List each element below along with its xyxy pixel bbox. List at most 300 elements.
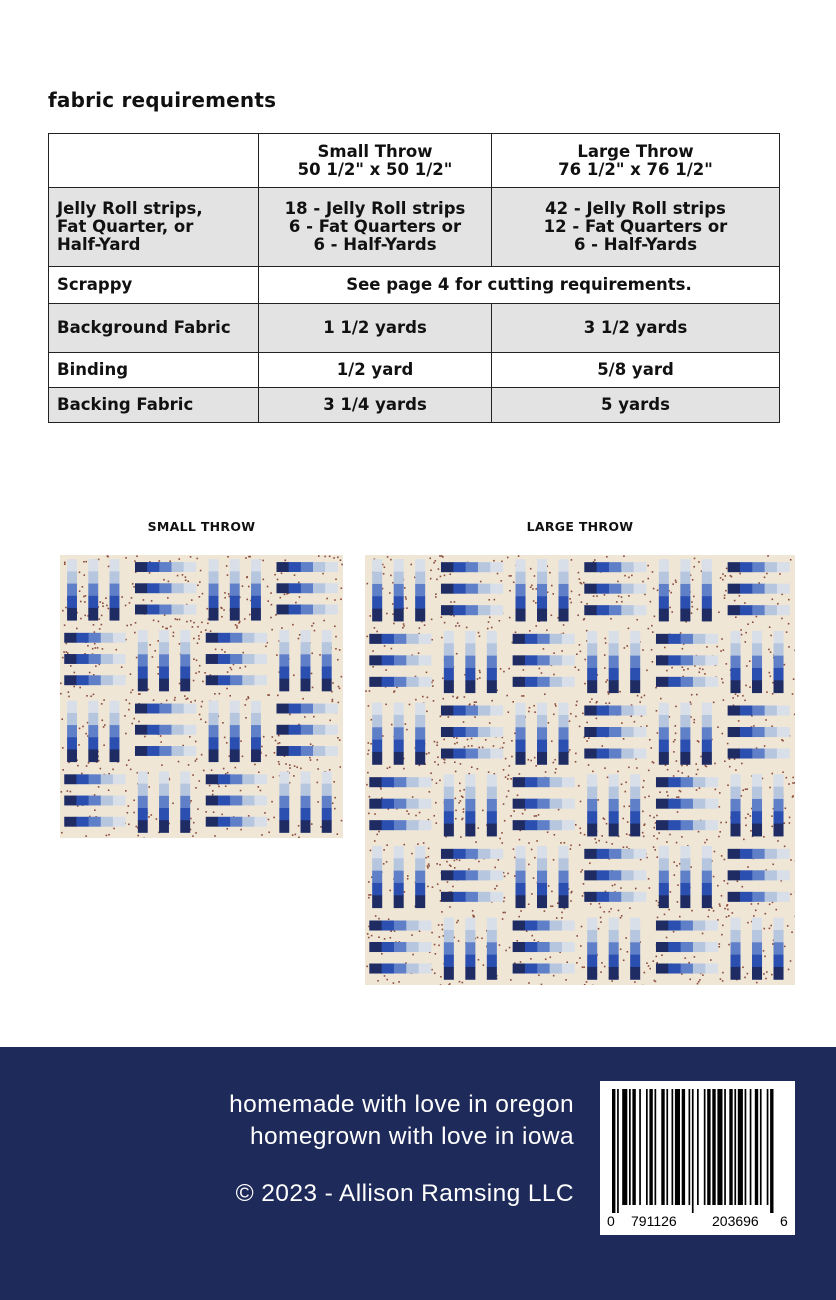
quilt-strip-segment bbox=[537, 584, 547, 597]
quilt-speck bbox=[749, 686, 751, 688]
quilt-speck bbox=[544, 910, 546, 912]
quilt-strip-segment bbox=[728, 706, 741, 716]
quilt-speck bbox=[235, 624, 237, 626]
quilt-speck bbox=[616, 601, 618, 603]
quilt-speck bbox=[769, 903, 771, 905]
quilt-speck bbox=[67, 652, 69, 654]
quilt-speck bbox=[569, 720, 571, 722]
quilt-speck bbox=[563, 624, 565, 626]
quilt-strip-segment bbox=[777, 562, 790, 572]
quilt-speck bbox=[584, 659, 586, 661]
quilt-speck bbox=[411, 934, 413, 936]
quilt-speck bbox=[714, 763, 716, 765]
quilt-speck bbox=[310, 759, 312, 761]
quilt-speck bbox=[510, 778, 512, 780]
quilt-speck bbox=[715, 789, 717, 791]
quilt-strip-segment bbox=[487, 643, 497, 656]
quilt-strip-segment bbox=[516, 858, 526, 871]
quilt-speck bbox=[459, 859, 461, 861]
quilt-strip-segment bbox=[609, 668, 619, 681]
barcode-bar bbox=[629, 1089, 631, 1205]
quilt-speck bbox=[792, 693, 794, 695]
quilt-speck bbox=[477, 827, 479, 829]
quilt-speck bbox=[410, 564, 412, 566]
large-throw-size: 76 1/2" x 76 1/2" bbox=[558, 159, 713, 179]
quilt-strip-segment bbox=[525, 777, 538, 787]
quilt-speck bbox=[686, 765, 688, 767]
quilt-speck bbox=[742, 695, 744, 697]
quilt-strip-segment bbox=[584, 870, 597, 880]
quilt-strip-segment bbox=[634, 727, 647, 737]
quilt-speck bbox=[657, 589, 659, 591]
quilt-strip-segment bbox=[415, 596, 425, 609]
quilt-speck bbox=[677, 901, 679, 903]
quilt-strip-segment bbox=[276, 725, 289, 735]
quilt-strip-segment bbox=[180, 820, 190, 833]
quilt-speck bbox=[289, 764, 291, 766]
quilt-strip-segment bbox=[301, 679, 311, 692]
quilt-speck bbox=[745, 825, 747, 827]
quilt-speck bbox=[692, 579, 694, 581]
quilt-speck bbox=[260, 790, 262, 792]
quilt-speck bbox=[604, 594, 606, 596]
quilt-strip-segment bbox=[135, 562, 148, 572]
quilt-speck bbox=[620, 917, 622, 919]
quilt-speck bbox=[690, 866, 692, 868]
quilt-strip-segment bbox=[490, 727, 503, 737]
quilt-speck bbox=[646, 857, 648, 859]
quilt-speck bbox=[751, 903, 753, 905]
quilt-speck bbox=[624, 575, 626, 577]
quilt-speck bbox=[435, 596, 437, 598]
quilt-strip-segment bbox=[659, 846, 669, 859]
quilt-strip-segment bbox=[490, 706, 503, 716]
quilt-speck bbox=[636, 619, 638, 621]
quilt-strip-segment bbox=[752, 656, 762, 669]
quilt-speck bbox=[480, 581, 482, 583]
quilt-speck bbox=[339, 688, 341, 690]
quilt-speck bbox=[629, 834, 631, 836]
label-line: Fat Quarter, or bbox=[57, 217, 194, 236]
quilt-speck bbox=[87, 645, 89, 647]
quilt-speck bbox=[302, 698, 304, 700]
quilt-speck bbox=[489, 722, 491, 724]
quilt-speck bbox=[178, 558, 180, 560]
quilt-speck bbox=[197, 808, 199, 810]
quilt-speck bbox=[432, 680, 434, 682]
quilt-strip-segment bbox=[415, 584, 425, 597]
quilt-speck bbox=[329, 769, 331, 771]
quilt-speck bbox=[136, 555, 138, 557]
quilt-speck bbox=[88, 762, 90, 764]
quilt-speck bbox=[431, 639, 433, 641]
quilt-strip-segment bbox=[138, 796, 148, 809]
quilt-strip-segment bbox=[159, 820, 169, 833]
quilt-speck bbox=[688, 962, 690, 964]
quilt-speck bbox=[549, 572, 551, 574]
quilt-strip-segment bbox=[559, 727, 569, 740]
quilt-strip-segment bbox=[415, 572, 425, 585]
quilt-speck bbox=[311, 652, 313, 654]
quilt-speck bbox=[739, 595, 741, 597]
quilt-speck bbox=[460, 800, 462, 802]
quilt-speck bbox=[671, 667, 673, 669]
quilt-strip-segment bbox=[230, 633, 243, 643]
quilt-strip-segment bbox=[76, 675, 89, 685]
quilt-strip-segment bbox=[466, 727, 479, 737]
quilt-speck bbox=[458, 802, 460, 804]
quilt-speck bbox=[374, 840, 376, 842]
quilt-strip-segment bbox=[180, 667, 190, 680]
quilt-speck bbox=[224, 737, 226, 739]
quilt-speck bbox=[265, 755, 267, 757]
quilt-strip-segment bbox=[465, 774, 475, 787]
quilt-strip-segment bbox=[279, 679, 289, 692]
quilt-speck bbox=[289, 714, 291, 716]
quilt-speck bbox=[64, 562, 66, 564]
quilt-speck bbox=[688, 776, 690, 778]
quilt-strip-segment bbox=[159, 642, 169, 655]
quilt-speck bbox=[530, 586, 532, 588]
quilt-speck bbox=[478, 861, 480, 863]
quilt-speck bbox=[65, 643, 67, 645]
quilt-strip-segment bbox=[230, 817, 243, 827]
quilt-speck bbox=[745, 632, 747, 634]
quilt-speck bbox=[389, 890, 391, 892]
quilt-speck bbox=[228, 593, 230, 595]
quilt-speck bbox=[648, 965, 650, 967]
quilt-strip-segment bbox=[630, 930, 640, 943]
quilt-strip-segment bbox=[609, 787, 619, 800]
quilt-speck bbox=[443, 739, 445, 741]
quilt-strip-segment bbox=[680, 715, 690, 728]
quilt-strip-segment bbox=[372, 740, 382, 753]
quilt-strip-segment bbox=[702, 703, 712, 716]
quilt-speck bbox=[439, 864, 441, 866]
quilt-strip-segment bbox=[88, 559, 98, 572]
quilt-strip-segment bbox=[490, 584, 503, 594]
quilt-speck bbox=[198, 780, 200, 782]
quilt-speck bbox=[769, 928, 771, 930]
quilt-strip-segment bbox=[301, 562, 314, 572]
quilt-speck bbox=[160, 741, 162, 743]
quilt-speck bbox=[623, 738, 625, 740]
quilt-speck bbox=[392, 603, 394, 605]
quilt-speck bbox=[214, 693, 216, 695]
quilt-speck bbox=[656, 815, 658, 817]
quilt-speck bbox=[338, 686, 340, 688]
quilt-speck bbox=[193, 638, 195, 640]
quilt-speck bbox=[462, 796, 464, 798]
quilt-speck bbox=[596, 718, 598, 720]
quilt-speck bbox=[409, 704, 411, 706]
quilt-speck bbox=[450, 601, 452, 603]
quilt-strip-segment bbox=[89, 796, 102, 806]
quilt-speck bbox=[143, 599, 145, 601]
quilt-speck bbox=[636, 767, 638, 769]
quilt-speck bbox=[367, 772, 369, 774]
quilt-speck bbox=[743, 839, 745, 841]
quilt-speck bbox=[173, 632, 175, 634]
quilt-strip-segment bbox=[752, 849, 765, 859]
quilt-speck bbox=[722, 733, 724, 735]
quilt-speck bbox=[553, 762, 555, 764]
quilt-strip-segment bbox=[559, 703, 569, 716]
quilt-strip-segment bbox=[88, 737, 98, 750]
quilt-speck bbox=[786, 777, 788, 779]
quilt-speck bbox=[442, 698, 444, 700]
quilt-speck bbox=[509, 617, 511, 619]
row-label: Background Fabric bbox=[49, 304, 259, 353]
quilt-strip-segment bbox=[230, 796, 243, 806]
barcode-bar bbox=[734, 1089, 736, 1205]
quilt-speck bbox=[523, 669, 525, 671]
quilt-speck bbox=[426, 672, 428, 674]
quilt-speck bbox=[431, 619, 433, 621]
quilt-strip-segment bbox=[444, 799, 454, 812]
quilt-strip-segment bbox=[559, 883, 569, 896]
quilt-strip-segment bbox=[301, 605, 314, 615]
quilt-speck bbox=[528, 982, 530, 984]
quilt-speck bbox=[190, 620, 192, 622]
quilt-strip-segment bbox=[322, 667, 332, 680]
quilt-speck bbox=[528, 842, 530, 844]
quilt-strip-segment bbox=[394, 715, 404, 728]
quilt-strip-segment bbox=[752, 584, 765, 594]
quilt-speck bbox=[511, 756, 513, 758]
quilt-speck bbox=[691, 694, 693, 696]
quilt-speck bbox=[104, 724, 106, 726]
quilt-speck bbox=[765, 978, 767, 980]
quilt-speck bbox=[273, 817, 275, 819]
quilt-strip-segment bbox=[301, 820, 311, 833]
quilt-speck bbox=[449, 864, 451, 866]
quilt-strip-segment bbox=[597, 706, 610, 716]
quilt-strip-segment bbox=[752, 967, 762, 980]
quilt-speck bbox=[278, 761, 280, 763]
quilt-speck bbox=[657, 732, 659, 734]
quilt-strip-segment bbox=[537, 895, 547, 908]
quilt-strip-segment bbox=[765, 584, 778, 594]
quilt-strip-segment bbox=[113, 796, 126, 806]
quilt-strip-segment bbox=[419, 655, 432, 665]
quilt-speck bbox=[666, 937, 668, 939]
quilt-strip-segment bbox=[415, 559, 425, 572]
quilt-speck bbox=[433, 815, 435, 817]
quilt-speck bbox=[627, 951, 629, 953]
value-line: 18 - Jelly Roll strips bbox=[284, 199, 466, 218]
quilt-speck bbox=[136, 657, 138, 659]
quilt-speck bbox=[387, 767, 389, 769]
quilt-speck bbox=[654, 849, 656, 851]
quilt-speck bbox=[438, 924, 440, 926]
quilt-speck bbox=[215, 648, 217, 650]
quilt-strip-segment bbox=[609, 643, 619, 656]
quilt-speck bbox=[403, 844, 405, 846]
quilt-speck bbox=[765, 913, 767, 915]
quilt-speck bbox=[62, 657, 64, 659]
quilt-speck bbox=[764, 745, 766, 747]
quilt-speck bbox=[248, 556, 250, 558]
quilt-speck bbox=[392, 613, 394, 615]
quilt-speck bbox=[192, 835, 194, 837]
quilt-strip-segment bbox=[537, 752, 547, 765]
quilt-speck bbox=[179, 643, 181, 645]
quilt-speck bbox=[329, 556, 331, 558]
quilt-strip-segment bbox=[159, 725, 172, 735]
quilt-strip-segment bbox=[159, 654, 169, 667]
quilt-strip-segment bbox=[441, 727, 454, 737]
quilt-speck bbox=[565, 979, 567, 981]
quilt-speck bbox=[521, 695, 523, 697]
quilt-strip-segment bbox=[159, 583, 172, 593]
quilt-speck bbox=[94, 794, 96, 796]
quilt-speck bbox=[94, 643, 96, 645]
quilt-speck bbox=[577, 614, 579, 616]
quilt-speck bbox=[514, 857, 516, 859]
quilt-speck bbox=[584, 834, 586, 836]
quilt-speck bbox=[279, 597, 281, 599]
quilt-speck bbox=[133, 718, 135, 720]
quilt-speck bbox=[735, 693, 737, 695]
quilt-speck bbox=[276, 654, 278, 656]
quilt-strip-segment bbox=[516, 883, 526, 896]
quilt-speck bbox=[90, 695, 92, 697]
quilt-speck bbox=[449, 906, 451, 908]
quilt-speck bbox=[531, 849, 533, 851]
quilt-strip-segment bbox=[740, 562, 753, 572]
quilt-speck bbox=[190, 556, 192, 558]
quilt-speck bbox=[381, 797, 383, 799]
quilt-speck bbox=[551, 740, 553, 742]
quilt-speck bbox=[742, 789, 744, 791]
quilt-strip-segment bbox=[206, 796, 219, 806]
quilt-speck bbox=[580, 801, 582, 803]
quilt-strip-segment bbox=[453, 605, 466, 615]
quilt-strip-segment bbox=[372, 572, 382, 585]
quilt-strip-segment bbox=[537, 846, 547, 859]
quilt-speck bbox=[435, 953, 437, 955]
footer-line-oregon: homemade with love in oregon bbox=[229, 1091, 574, 1118]
quilt-strip-segment bbox=[289, 746, 302, 756]
small-throw-quilt-image bbox=[60, 555, 343, 838]
quilt-strip-segment bbox=[209, 596, 219, 609]
quilt-strip-segment bbox=[693, 820, 706, 830]
quilt-strip-segment bbox=[513, 655, 526, 665]
quilt-speck bbox=[694, 558, 696, 560]
quilt-speck bbox=[741, 634, 743, 636]
quilt-speck bbox=[442, 929, 444, 931]
quilt-speck bbox=[278, 763, 280, 765]
quilt-speck bbox=[698, 831, 700, 833]
quilt-strip-segment bbox=[138, 630, 148, 643]
quilt-strip-segment bbox=[659, 752, 669, 765]
quilt-speck bbox=[296, 766, 298, 768]
quilt-speck bbox=[504, 912, 506, 914]
quilt-speck bbox=[724, 760, 726, 762]
quilt-speck bbox=[744, 641, 746, 643]
quilt-speck bbox=[505, 776, 507, 778]
quilt-speck bbox=[415, 699, 417, 701]
quilt-speck bbox=[535, 625, 537, 627]
quilt-speck bbox=[240, 829, 242, 831]
quilt-speck bbox=[472, 915, 474, 917]
quilt-speck bbox=[519, 773, 521, 775]
quilt-speck bbox=[430, 578, 432, 580]
quilt-speck bbox=[268, 831, 270, 833]
quilt-speck bbox=[333, 557, 335, 559]
quilt-speck bbox=[372, 666, 374, 668]
barcode-bar bbox=[712, 1089, 715, 1205]
quilt-speck bbox=[442, 678, 444, 680]
quilt-strip-segment bbox=[184, 725, 197, 735]
quilt-strip-segment bbox=[550, 634, 563, 644]
quilt-speck bbox=[482, 747, 484, 749]
quilt-speck bbox=[83, 596, 85, 598]
quilt-speck bbox=[201, 754, 203, 756]
quilt-strip-segment bbox=[172, 583, 185, 593]
quilt-speck bbox=[561, 650, 563, 652]
quilt-speck bbox=[148, 816, 150, 818]
quilt-strip-segment bbox=[630, 918, 640, 931]
table-row-background-fabric bbox=[49, 304, 780, 353]
quilt-speck bbox=[197, 584, 199, 586]
quilt-strip-segment bbox=[777, 892, 790, 902]
quilt-speck bbox=[94, 631, 96, 633]
quilt-strip-segment bbox=[634, 870, 647, 880]
quilt-strip-segment bbox=[693, 799, 706, 809]
quilt-strip-segment bbox=[630, 643, 640, 656]
quilt-strip-segment bbox=[609, 656, 619, 669]
quilt-speck bbox=[99, 628, 101, 630]
quilt-speck bbox=[311, 823, 313, 825]
quilt-speck bbox=[370, 850, 372, 852]
quilt-speck bbox=[731, 576, 733, 578]
quilt-strip-segment bbox=[774, 811, 784, 824]
quilt-speck bbox=[622, 818, 624, 820]
quilt-strip-segment bbox=[774, 668, 784, 681]
quilt-speck bbox=[783, 822, 785, 824]
quilt-speck bbox=[763, 928, 765, 930]
quilt-speck bbox=[265, 646, 267, 648]
quilt-speck bbox=[503, 803, 505, 805]
quilt-strip-segment bbox=[728, 727, 741, 737]
quilt-strip-segment bbox=[525, 921, 538, 931]
quilt-speck bbox=[704, 673, 706, 675]
quilt-strip-segment bbox=[394, 596, 404, 609]
quilt-speck bbox=[620, 887, 622, 889]
quilt-speck bbox=[680, 632, 682, 634]
quilt-strip-segment bbox=[609, 562, 622, 572]
quilt-speck bbox=[149, 572, 151, 574]
quilt-strip-segment bbox=[731, 811, 741, 824]
quilt-speck bbox=[737, 695, 739, 697]
quilt-strip-segment bbox=[465, 656, 475, 669]
quilt-speck bbox=[555, 705, 557, 707]
quilt-speck bbox=[528, 759, 530, 761]
barcode-bar bbox=[639, 1089, 641, 1205]
quilt-strip-segment bbox=[550, 921, 563, 931]
quilt-speck bbox=[777, 603, 779, 605]
quilt-speck bbox=[494, 599, 496, 601]
quilt-strip-segment bbox=[731, 799, 741, 812]
quilt-strip-segment bbox=[680, 596, 690, 609]
quilt-speck bbox=[89, 672, 91, 674]
quilt-strip-segment bbox=[752, 749, 765, 759]
quilt-speck bbox=[427, 697, 429, 699]
quilt-strip-segment bbox=[702, 596, 712, 609]
quilt-speck bbox=[727, 743, 729, 745]
